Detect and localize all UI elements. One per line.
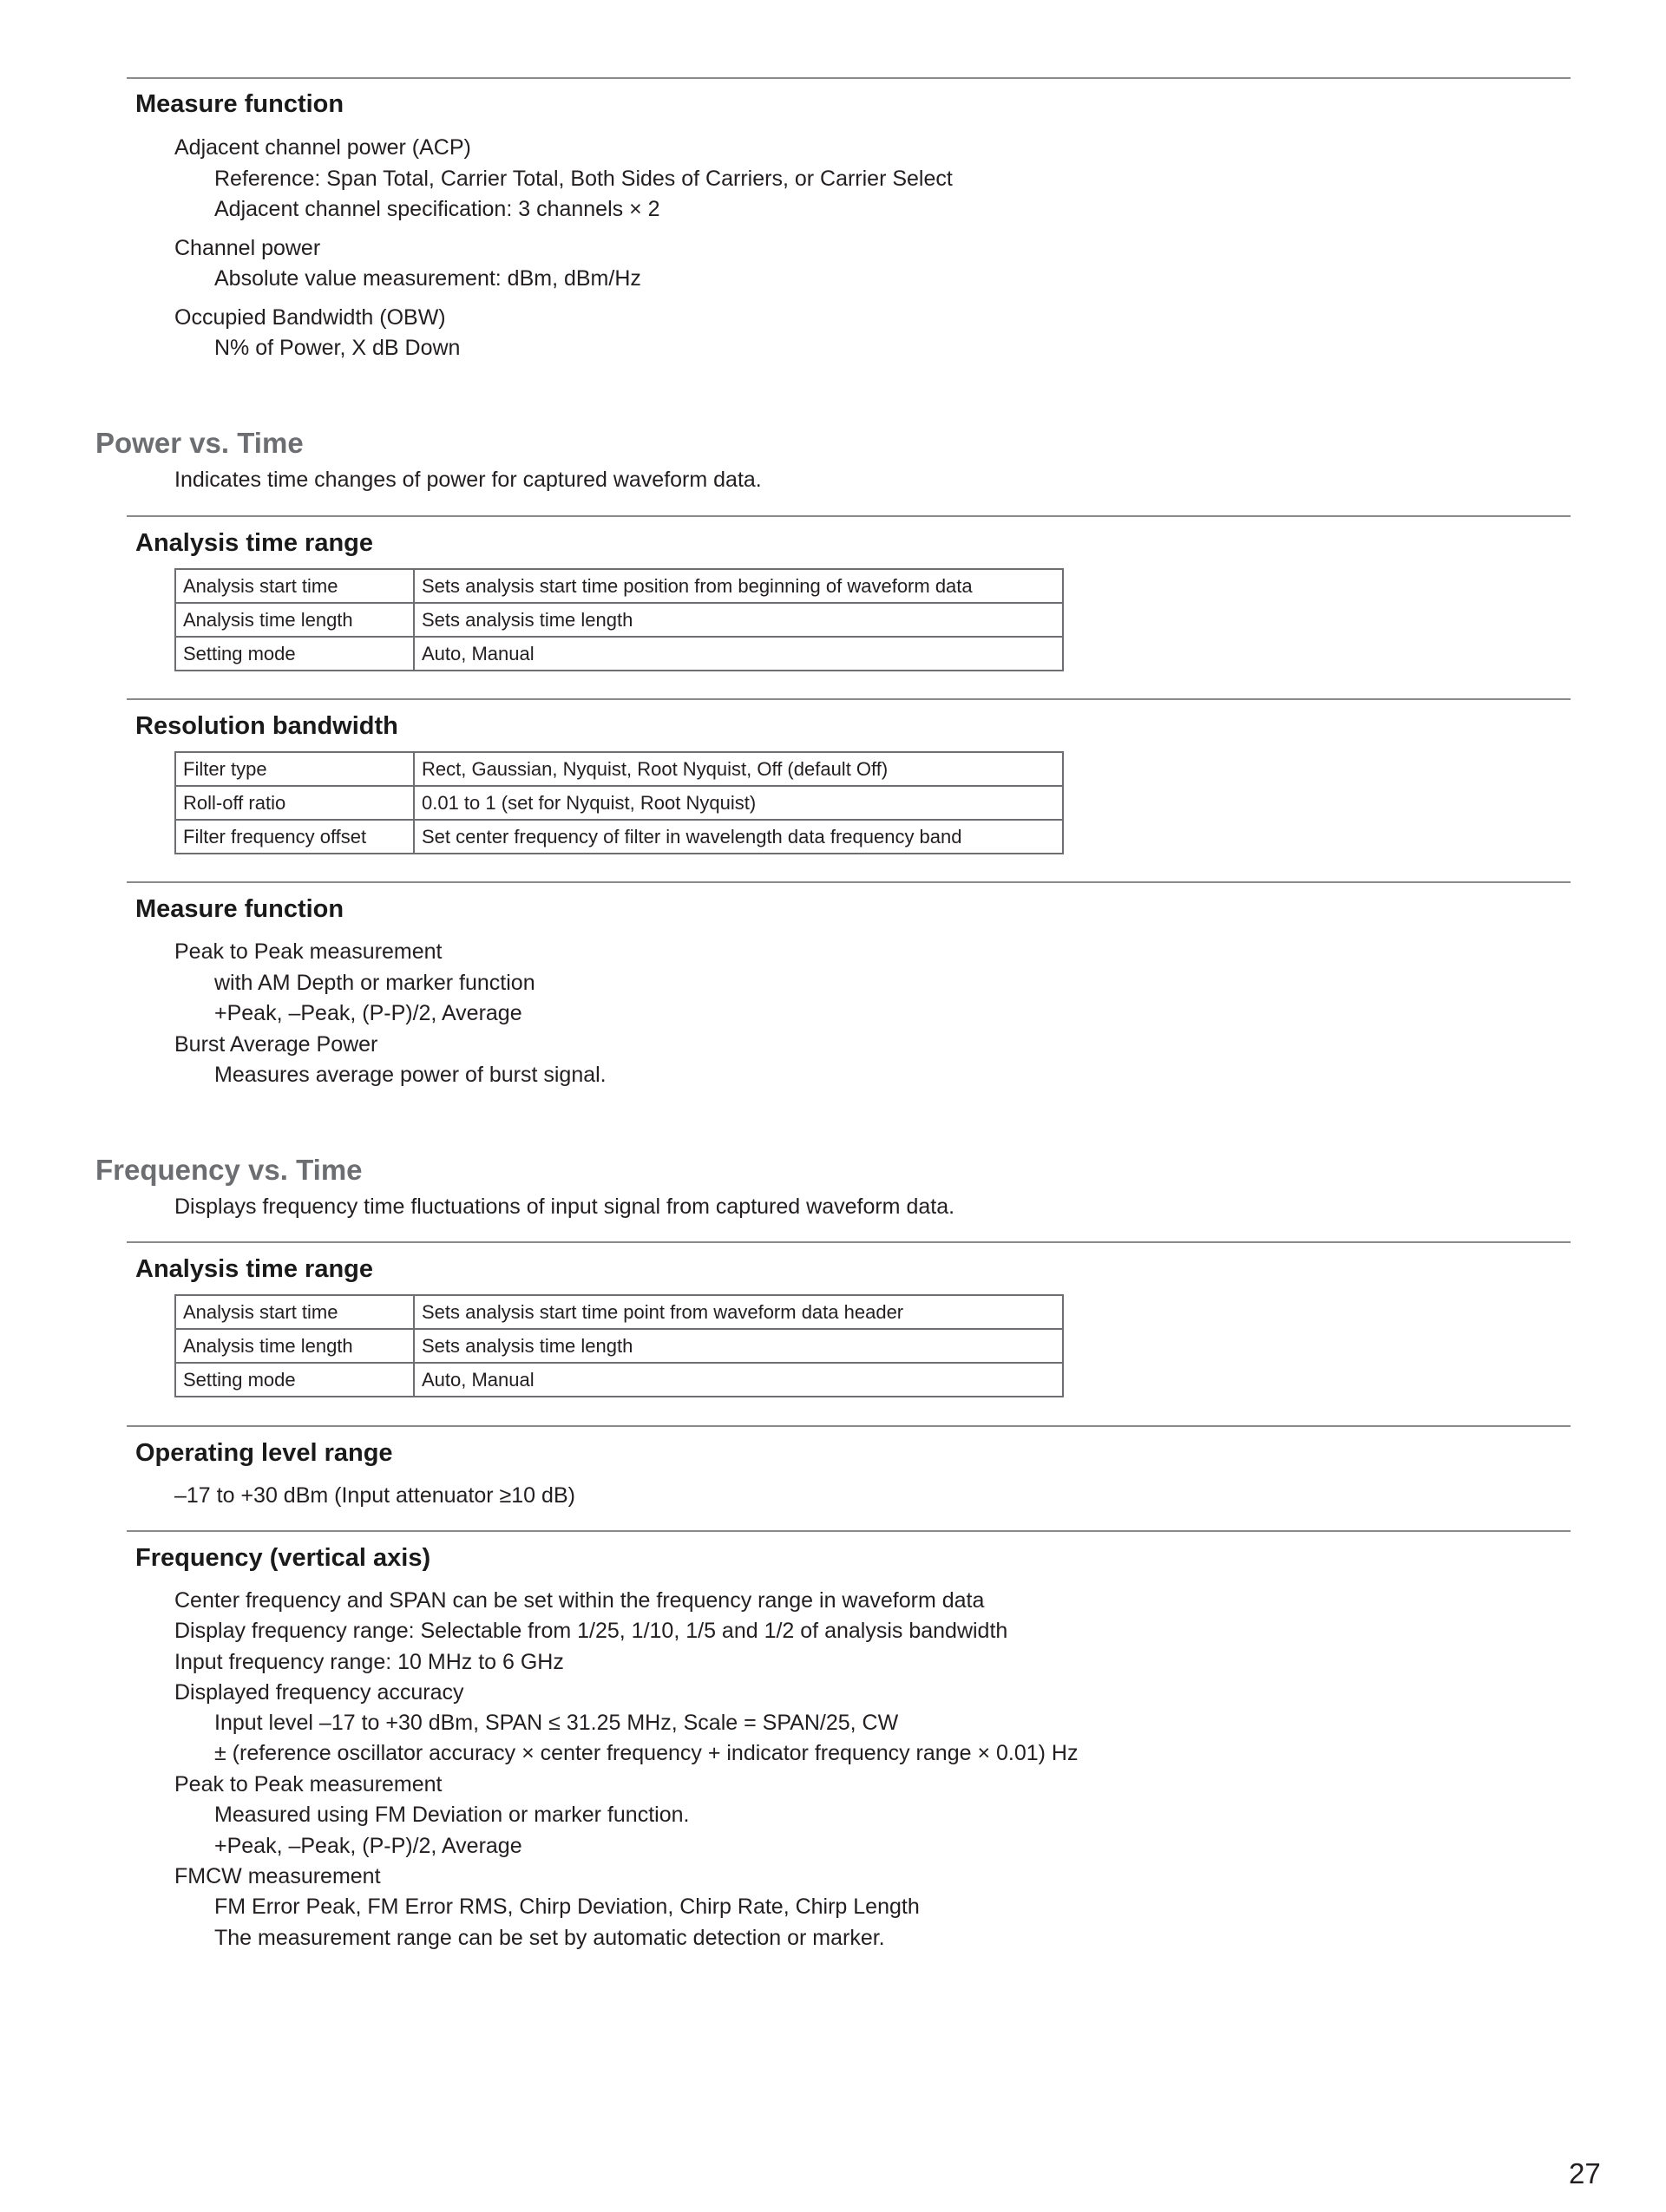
section-divider [127, 1530, 1571, 1532]
table-cell-value: Set center frequency of filter in wavelength data frequency band [414, 820, 1063, 854]
section-divider [127, 698, 1571, 700]
table-cell-label: Roll-off ratio [175, 786, 414, 820]
spec-line: Center frequency and SPAN can be set within the frequency range in waveform data [174, 1588, 985, 1613]
section-title-measure-function: Measure function [135, 90, 344, 118]
table-row [175, 569, 1063, 603]
spec-line: Burst Average Power [174, 1032, 378, 1057]
spec-line: Occupied Bandwidth (OBW) [174, 305, 446, 330]
spec-line: Peak to Peak measurement [174, 939, 443, 964]
section-divider [127, 1425, 1571, 1427]
spec-subline: The measurement range can be set by automatic detection or marker. [214, 1926, 885, 1950]
section-title-analysis-time-range: Analysis time range [135, 1255, 373, 1283]
table-cell-value: Auto, Manual [414, 637, 1063, 671]
page-number: 27 [1569, 2157, 1601, 2189]
analysis-time-range-table [174, 568, 1064, 671]
section-title-frequency-vertical-axis: Frequency (vertical axis) [135, 1544, 431, 1572]
table-row [175, 1363, 1063, 1397]
table-row [175, 637, 1063, 671]
spec-line: Input frequency range: 10 MHz to 6 GHz [174, 1650, 564, 1674]
table-row [175, 603, 1063, 637]
section-title-measure-function: Measure function [135, 895, 344, 923]
spec-subline: FM Error Peak, FM Error RMS, Chirp Deviation, Chirp Rate, Chirp Length [214, 1895, 920, 1919]
table-row [175, 752, 1063, 786]
spec-subline: N% of Power, X dB Down [214, 336, 461, 360]
section-divider [127, 1241, 1571, 1243]
spec-line: Adjacent channel power (ACP) [174, 135, 471, 160]
spec-subline: Adjacent channel specification: 3 channels × 2 [214, 197, 660, 221]
heading-power-vs-time: Power vs. Time [95, 427, 304, 459]
spec-subline: Measured using FM Deviation or marker function. [214, 1803, 690, 1827]
spec-line: Displayed frequency accuracy [174, 1680, 464, 1705]
spec-subline: with AM Depth or marker function [214, 971, 535, 995]
resolution-bandwidth-table [174, 751, 1064, 854]
table-cell-label: Analysis time length [175, 603, 414, 637]
table-cell-label: Filter type [175, 752, 414, 786]
table-row [175, 1329, 1063, 1363]
table-cell-value: Sets analysis start time position from beginning of waveform data [414, 569, 1063, 603]
spec-line: FMCW measurement [174, 1864, 381, 1888]
table-cell-label: Analysis start time [175, 569, 414, 603]
spec-line: Peak to Peak measurement [174, 1772, 443, 1796]
table-cell-label: Analysis start time [175, 1295, 414, 1329]
spec-subline: +Peak, –Peak, (P-P)/2, Average [214, 1001, 522, 1025]
section-divider [127, 77, 1571, 79]
table-row [175, 820, 1063, 854]
section-title-analysis-time-range: Analysis time range [135, 529, 373, 557]
table-cell-value: Rect, Gaussian, Nyquist, Root Nyquist, Off (default Off) [414, 752, 1063, 786]
table-row [175, 786, 1063, 820]
heading-description: Indicates time changes of power for captured waveform data. [174, 468, 762, 492]
table-cell-label: Analysis time length [175, 1329, 414, 1363]
spec-subline: Reference: Span Total, Carrier Total, Both Sides of Carriers, or Carrier Select [214, 167, 953, 191]
table-cell-value: Auto, Manual [414, 1363, 1063, 1397]
spec-subline: ± (reference oscillator accuracy × center frequency + indicator frequency range × 0.01) Hz [214, 1741, 1079, 1765]
table-cell-value: Sets analysis time length [414, 603, 1063, 637]
spec-subline: Input level –17 to +30 dBm, SPAN ≤ 31.25 MHz, Scale = SPAN/25, CW [214, 1711, 899, 1735]
spec-line: –17 to +30 dBm (Input attenuator ≥10 dB) [174, 1483, 575, 1508]
spec-line: Channel power [174, 236, 321, 260]
heading-description: Displays frequency time fluctuations of input signal from captured waveform data. [174, 1194, 955, 1219]
table-cell-value: 0.01 to 1 (set for Nyquist, Root Nyquist) [414, 786, 1063, 820]
section-title-resolution-bandwidth: Resolution bandwidth [135, 712, 398, 740]
heading-frequency-vs-time: Frequency vs. Time [95, 1154, 363, 1186]
section-title-operating-level-range: Operating level range [135, 1439, 393, 1467]
section-divider [127, 881, 1571, 883]
spec-subline: +Peak, –Peak, (P-P)/2, Average [214, 1834, 522, 1858]
table-cell-label: Setting mode [175, 637, 414, 671]
section-divider [127, 515, 1571, 517]
spec-line: Display frequency range: Selectable from 1/25, 1/10, 1/5 and 1/2 of analysis bandwidth [174, 1619, 1008, 1643]
spec-subline: Absolute value measurement: dBm, dBm/Hz [214, 266, 641, 291]
table-row [175, 1295, 1063, 1329]
analysis-time-range-table [174, 1294, 1064, 1397]
table-cell-label: Setting mode [175, 1363, 414, 1397]
table-cell-value: Sets analysis start time point from waveform data header [414, 1295, 1063, 1329]
table-cell-value: Sets analysis time length [414, 1329, 1063, 1363]
spec-subline: Measures average power of burst signal. [214, 1063, 607, 1087]
table-cell-label: Filter frequency offset [175, 820, 414, 854]
